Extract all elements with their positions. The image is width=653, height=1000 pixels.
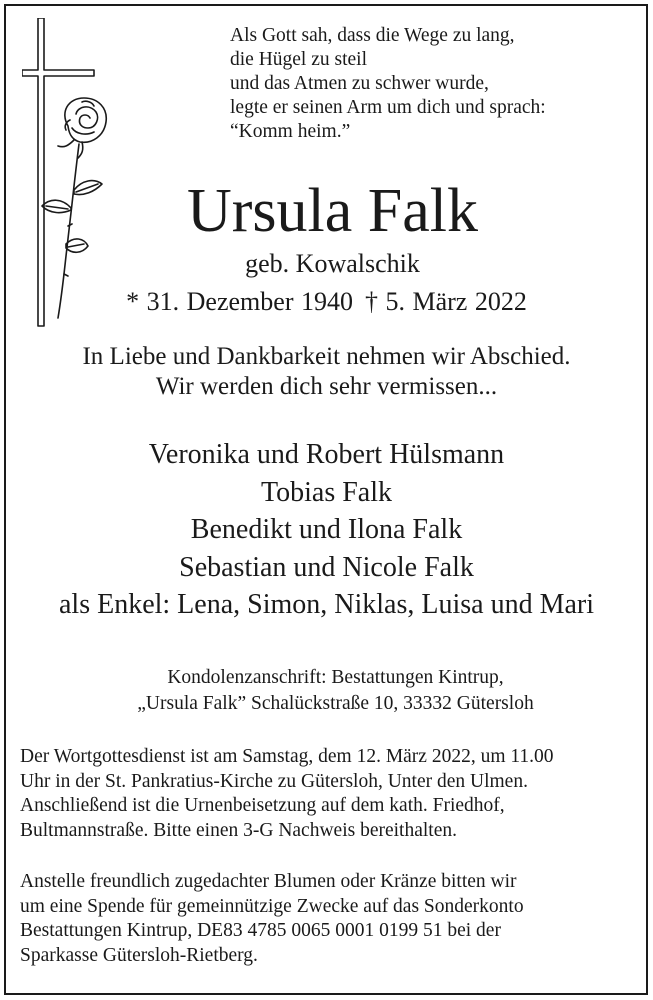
family-member: Veronika und Robert Hülsmann [148,439,505,470]
deceased-name: Ursula Falk [186,177,479,245]
family-member: Tobias Falk [260,476,393,508]
rose-bloom [65,98,106,142]
service-line: Anschließend ist die Urnenbeisetzung auf dem kath. Friedhof, [20,795,505,816]
family-list [0,436,653,624]
death-date: † 5. März 2022 [364,287,527,316]
condolence-line: „Ursula Falk” Schalückstraße 10, 33332 Gütersloh [137,693,534,714]
family-member: Sebastian und Nicole Falk [179,551,474,583]
poem [230,24,630,144]
poem-line: und das Atmen zu schwer wurde, [230,73,489,94]
service-paragraph [20,745,640,843]
poem-line: “Komm heim.” [230,121,351,142]
service-line: Der Wortgottesdienst ist am Samstag, dem 12. März 2022, um 11.00 [20,746,554,767]
donation-line: um eine Spende für gemeinnützige Zwecke auf das Sonderkonto [20,895,524,917]
grandchildren-line: als Enkel: Lena, Simon, Niklas, Luisa und Mari [58,589,595,620]
service-line: Uhr in der St. Pankratius-Kirche zu Gütersloh, Unter den Ulmen. [20,770,528,792]
farewell-text [0,342,653,402]
donation-line: Bestattungen Kintrup, DE83 4785 0065 0001 0199 51 bei der [20,920,501,941]
family-member: Benedikt und Ilona Falk [190,514,463,545]
service-line: Bultmannstraße. Bitte einen 3-G Nachweis bereithalten. [20,819,457,841]
poem-line: die Hügel zu steil [230,49,368,70]
farewell-line: In Liebe und Dankbarkeit nehmen wir Abschied. [82,343,571,370]
condolence-line: Kondolenzanschrift: Bestattungen Kintrup, [167,667,504,688]
birth-name: geb. Kowalschik [245,249,420,278]
donation-line: Sparkasse Gütersloh-Rietberg. [20,944,258,966]
donation-paragraph [20,870,640,968]
poem-line: Als Gott sah, dass die Wege zu lang, [230,25,515,46]
life-dates [0,286,653,318]
donation-line: Anstelle freundlich zugedachter Blumen oder Kränze bitten wir [20,871,517,892]
cross-shape [22,18,94,326]
farewell-line: Wir werden dich sehr vermissen... [155,373,498,400]
birth-date: * 31. Dezember 1940 [126,287,353,316]
poem-line: legte er seinen Arm um dich und sprach: [230,97,546,118]
condolence-address [0,665,653,717]
